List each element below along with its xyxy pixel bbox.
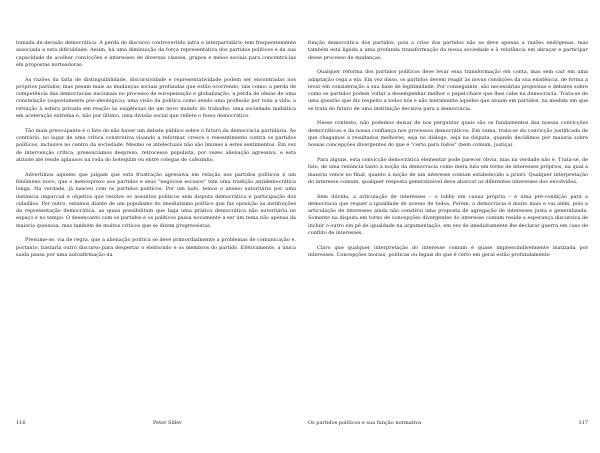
paragraph: Nesse contexto, não podemos deixar de nos perguntar quais são os fundamentos das nossas convicções democráticas e da nossa confiança nos processos democráticos. Em suma, trata-se da convicção justificada de que chegamos a resultados melhores, seja no diálogo, seja na disputa, quando decidimos por maioria sobre nossas concepções divergentes do que é "certo para todos" (bem comum, justiça). <box>308 120 588 149</box>
paragraph: As razões da falta de distinguibilidade, discursividade e representatividade podem ser encontradas nos próprios partidos; mas pesam mais as mudanças sociais profundas que estão ocorrendo, tais como: a perda de competência das democracias nacionais no processo de europeização e globalização; a perda de ideias de uma constelação (supostamente pós-ideológica); uma visão da política como sendo uma profissão por toda a vida; a retração à esfera privada em reação às exigências de um novo mundo do trabalho; uma sociedade midiática em aceleração extrema e, não por último, uma divisão social que reflete o fosso democrático. <box>16 76 296 120</box>
right-page <box>308 0 588 453</box>
paragraph: tomada de decisão democrática. A perda do discurso controvertido intra e interpartidário tem frequentemente associada a esta dificuldade. Assim, há uma diminuição da força representativa dos partidos políticos e da sua capacidade de acolher convicções e interesses de diversas classes, grupos e meios sociais para concentrá-las em propostas norteadoras. <box>16 40 296 68</box>
right-page-body <box>308 40 588 259</box>
paragraph: Sem dúvida, a articulação de interesses – o lobby em causa própria – é uma pré-condição para a democracia que requer a igualdade de acesso de todos. Porém, a democracia é muito mais e vai além, pois a articulação de interesses ainda não constitui uma proposta de agregação de interesses justa e generalizada. Somente na disputa em torno de concepções divergentes do interesse comum reside a esperança discursiva de incluir o outro em pé de igualdade na argumentação, em vez de imediatamente lhe declarar guerra em caso de conflito de interesses. <box>308 193 588 237</box>
paragraph: Qualquer reforma dos partidos políticos deve levar essa transformação em conta, mas sem cair em uma adaptação cega a ela. Em vez disso, os partidos devem reagir às novas condições da sua existência, de forma a levar em consideração a sua base de legitimidade. Por conseguinte, são necessárias propostas e debates sobre como os partidos podem voltar a desempenhar melhor o papel-chave que lhes cabe na democracia. Trata-se de uma questão que diz respeito a todos nós e não meramente àqueles que atuam em partidos, na medida em que se trata do futuro de uma instituição decisiva para a democracia. <box>308 69 588 112</box>
left-page <box>16 0 296 453</box>
paragraph: função democrática dos partidos, pois a crise dos partidos não se deve apenas a razões endógenas, mas também está ligada a uma profunda transformação da nossa sociedade e à relutância em abraçar e participar desse processo de mudanças. <box>308 40 588 61</box>
running-title: Os partidos políticos e sua função normativa <box>308 420 422 426</box>
paragraph: Para alguns, esta convicção democrática elementar pode parecer óbvia, mas na verdade não é. Trata-se, de fato, de uma renúncia tanto à noção da democracia como mera luta em torno de interesses próprios, na qual a maioria vence no final, quanto à noção de um interesse comum estabelecido a priori. Qualquer interpretação do interesse comum, qualquer resposta generalizável deve abarcar os diferentes interesses dos envolvidos. <box>308 156 588 185</box>
paragraph: Claro que qualquer interpretação do interesse comum é quase imprescindivelmente matizada por interesses. Concepções morais, políticas ou legais do que é certo em geral estão profundamente <box>308 244 588 258</box>
paragraph: Advertimos aqueles que julgam que esta frustração agressiva em relação aos partidos políticos é um fenômeno novo, que o menosprezo aos partidos e seus "negócios escusos" tem uma tradição antidemocrática longa. Na verdade, já nasceu com os partidos políticos. Por um lado, temos o anseio autoritário por uma instância imparcial e objetiva que resolve os assuntos políticos sem disputa democrática e participação dos cidadãos. Por outro, estamos diante de um populismo do imediatismo político que faz oposição às instituições da representação democrática, as quais possibilitam que haja uma prática democrática não autoritária no espaço e no tempo. O desencanto com os partidos e os políticos passa novamente a ser um tema não apenas da maioria queixosa, mas também de muitos críticos que se dizem progressistas. <box>16 171 296 229</box>
paragraph: Presume-se, via de regra, que a alienação política se deve primordialmente a problemas de comunicação e, portanto, bastaria outro discurso para despertar o eleitorado e os membros do partido. Efetivamente, a única saída passa por uma autoafirmação da <box>16 237 296 258</box>
page-number: 116 <box>16 420 26 426</box>
running-title: Peter Siller <box>153 420 182 426</box>
paragraph: Tão mais preocupante é o fato de não haver um debate público sobre o futuro da democracia partidária. Ao contrário, no lugar de uma crítica construtiva visando a reformar, cresce o ressentimento contra os partidos políticos, inclusive no centro da sociedade. Mesmo os intelectuais não são imunes a estes sentimentos. Em vez de intervenção crítica, presenciamos desprezo, retrocesso populista, por vezes alienação agressiva, e esta atitude até rende aplausos na roda do botequim ou entre colegas de cafezinho. <box>16 127 296 163</box>
left-page-body <box>16 40 296 259</box>
page-number: 117 <box>578 420 588 426</box>
